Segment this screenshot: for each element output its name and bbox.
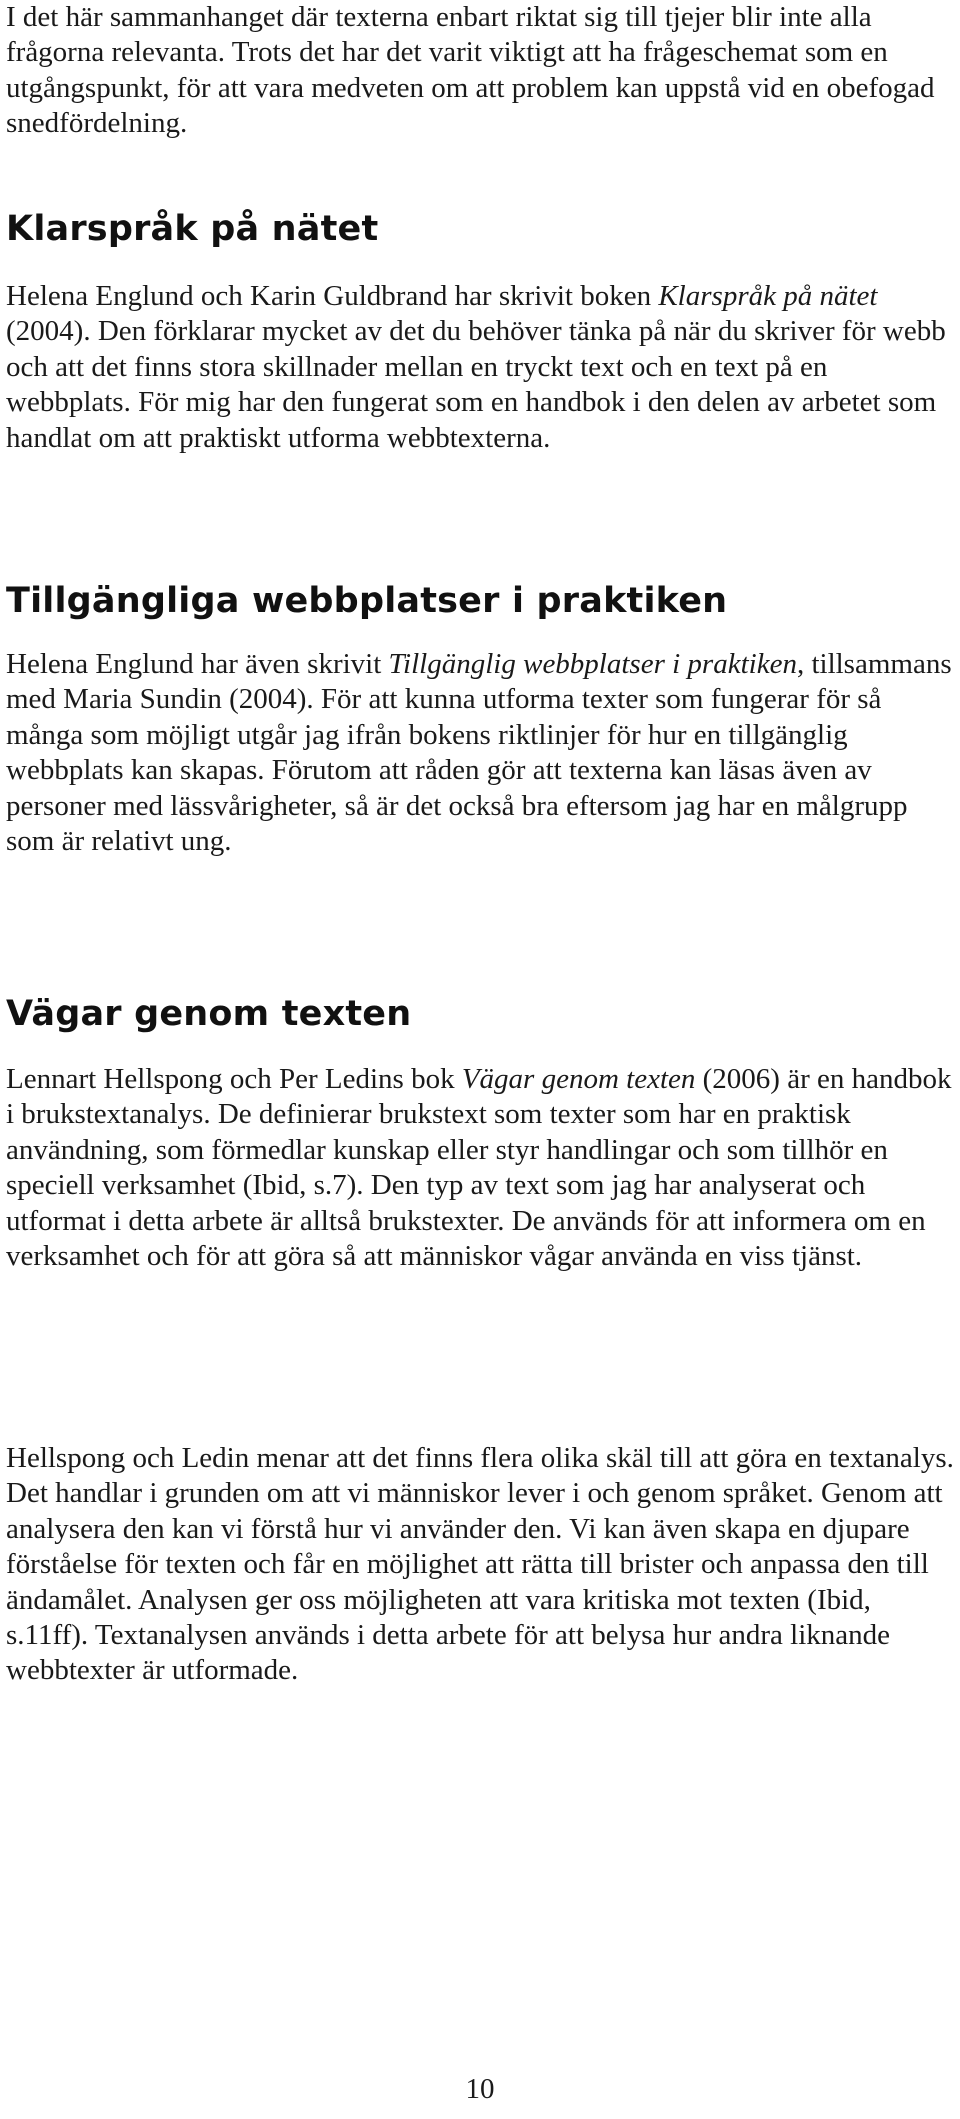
book-title: Vägar genom texten [461, 1063, 696, 1095]
section-heading-klarsprak: Klarspråk på nätet [6, 209, 379, 249]
paragraph-text-after: (2004). Den förklarar mycket av det du behöver tänka på när du skriver för webb och att det finns stora skillnader mellan en tryckt text och en text på en webbplats. För mig har den fungerat som en handbok i den delen av arbetet som handlat om att praktiskt utforma webbtexterna. [6, 315, 946, 454]
paragraph-text-after: (2006) är en handbok i brukstextanalys. De definierar brukstext som texter som har en praktisk användning, som förmedlar kunskap eller styr handlingar och som tillhör en speciell verksamhet (Ibid, s.7). Den typ av text som jag har analyserat och utformat i detta arbete är alltså brukstexter. De används för att informera om en verksamhet och för att göra så att människor vågar använda en viss tjänst. [6, 1063, 952, 1273]
section-paragraph-vagar-1 [6, 1062, 954, 1274]
section-paragraph-tillgangliga [6, 647, 954, 859]
section-paragraph-klarsprak [6, 279, 954, 456]
paragraph-text-after: , tillsammans med Maria Sundin (2004). För att kunna utforma texter som fungerar för så många som möjligt utgår jag ifrån bokens riktlinjer för hur en tillgänglig webbplats kan skapas. Förutom att råden gör att texterna kan läsas även av personer med lässvårigheter, så är det också bra eftersom jag har en målgrupp som är relativt ung. [6, 648, 952, 858]
paragraph-text-before: Helena Englund har även skrivit [6, 648, 389, 680]
document-page [6, 0, 954, 2119]
page-number: 10 [465, 2073, 495, 2105]
section-heading-vagar: Vägar genom texten [6, 994, 412, 1034]
paragraph-text-before: Helena Englund och Karin Guldbrand har skrivit boken [6, 280, 659, 312]
intro-paragraph: I det här sammanhanget där texterna enbart riktat sig till tjejer blir inte alla frågorna relevanta. Trots det har det varit viktigt att ha frågeschemat som en utgångspunkt, för att vara medveten om att problem kan uppstå vid en obefogad snedfördelning. [6, 1, 935, 140]
book-title: Klarspråk på nätet [658, 280, 878, 312]
section-paragraph-vagar-2 [6, 1441, 954, 1689]
section-heading-tillgangliga: Tillgängliga webbplatser i praktiken [6, 581, 728, 621]
paragraph-text: Hellspong och Ledin menar att det finns flera olika skäl till att göra en textanalys. Det handlar i grunden om att vi människor lever i och genom språket. Genom att analysera den kan vi förstå hur vi använder den. Vi kan även skapa en djupare förståelse för texten och får en möjlighet att rätta till brister och anpassa den till ändamålet. Analysen ger oss möjligheten att vara kritiska mot texten (Ibid, s.11ff). Textanalysen används i detta arbete för att belysa hur andra liknande webbtexter är utformade. [6, 1442, 954, 1687]
book-title: Tillgänglig webbplatser i praktiken [388, 648, 797, 680]
paragraph-text-before: Lennart Hellspong och Per Ledins bok [6, 1063, 462, 1095]
